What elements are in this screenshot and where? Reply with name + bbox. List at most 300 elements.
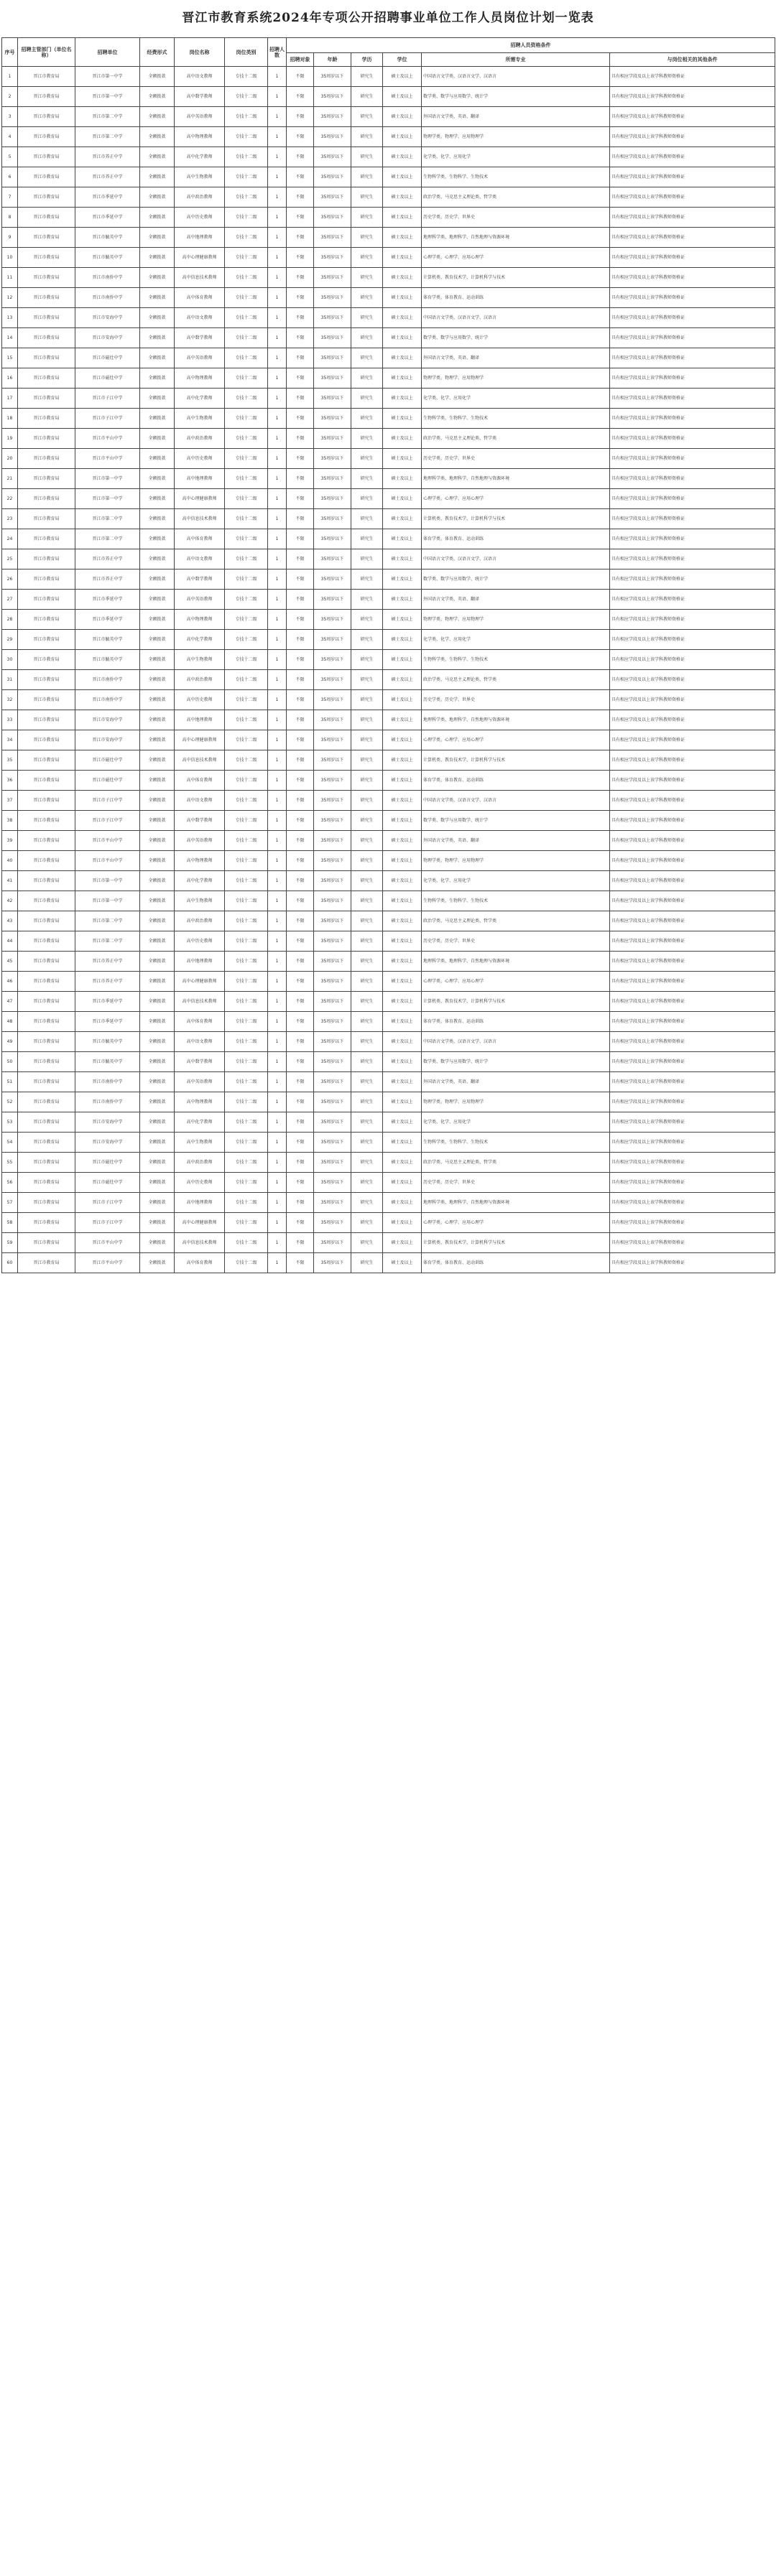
cell-age: 35周岁以下 xyxy=(314,368,351,389)
cell-other: 具有相应学段及以上该学科教师资格证 xyxy=(610,1052,775,1072)
cell-edu: 研究生 xyxy=(351,167,383,187)
cell-no: 37 xyxy=(2,791,18,811)
cell-dept: 晋江市教育局 xyxy=(18,308,75,328)
cell-edu: 研究生 xyxy=(351,871,383,891)
cell-other: 具有相应学段及以上该学科教师资格证 xyxy=(610,1173,775,1193)
cell-no: 2 xyxy=(2,87,18,107)
cell-age: 35周岁以下 xyxy=(314,1253,351,1273)
cell-edu: 研究生 xyxy=(351,208,383,228)
cell-target: 不限 xyxy=(287,147,314,167)
cell-other: 具有相应学段及以上该学科教师资格证 xyxy=(610,1233,775,1253)
cell-edu: 研究生 xyxy=(351,771,383,791)
cell-post-type: 专技十二级 xyxy=(225,1233,268,1253)
cell-major: 生物科学类、生物科学、生物技术 xyxy=(422,891,610,911)
cell-other: 具有相应学段及以上该学科教师资格证 xyxy=(610,791,775,811)
cell-target: 不限 xyxy=(287,630,314,650)
cell-degree: 硕士及以上 xyxy=(383,147,422,167)
cell-post-name: 高中心理健康教师 xyxy=(175,1213,225,1233)
cell-edu: 研究生 xyxy=(351,630,383,650)
cell-unit-type: 全额拨款 xyxy=(140,328,175,348)
cell-target: 不限 xyxy=(287,167,314,187)
cell-no: 28 xyxy=(2,610,18,630)
cell-degree: 硕士及以上 xyxy=(383,409,422,429)
cell-degree: 硕士及以上 xyxy=(383,228,422,248)
cell-post-type: 专技十二级 xyxy=(225,590,268,610)
cell-target: 不限 xyxy=(287,871,314,891)
cell-no: 44 xyxy=(2,931,18,952)
cell-unit: 晋江市南侨中学 xyxy=(75,670,140,690)
cell-other: 具有相应学段及以上该学科教师资格证 xyxy=(610,610,775,630)
cell-unit: 晋江市第一中学 xyxy=(75,891,140,911)
cell-unit: 晋江市第一中学 xyxy=(75,469,140,489)
cell-degree: 硕士及以上 xyxy=(383,590,422,610)
cell-target: 不限 xyxy=(287,509,314,529)
cell-age: 35周岁以下 xyxy=(314,1233,351,1253)
cell-post-name: 高中历史教师 xyxy=(175,449,225,469)
cell-age: 35周岁以下 xyxy=(314,811,351,831)
cell-no: 16 xyxy=(2,368,18,389)
cell-age: 35周岁以下 xyxy=(314,107,351,127)
cell-unit: 晋江市平山中学 xyxy=(75,831,140,851)
cell-other: 具有相应学段及以上该学科教师资格证 xyxy=(610,871,775,891)
cell-no: 59 xyxy=(2,1233,18,1253)
cell-target: 不限 xyxy=(287,87,314,107)
cell-target: 不限 xyxy=(287,931,314,952)
cell-post-type: 专技十二级 xyxy=(225,288,268,308)
cell-count: 1 xyxy=(268,167,287,187)
cell-major: 外国语言文学类、英语、翻译 xyxy=(422,107,610,127)
cell-other: 具有相应学段及以上该学科教师资格证 xyxy=(610,147,775,167)
table-row xyxy=(2,811,775,831)
cell-dept: 晋江市教育局 xyxy=(18,549,75,569)
cell-unit: 晋江市南侨中学 xyxy=(75,268,140,288)
cell-target: 不限 xyxy=(287,851,314,871)
cell-post-type: 专技十二级 xyxy=(225,348,268,368)
cell-post-type: 专技十二级 xyxy=(225,730,268,750)
cell-unit: 晋江市子江中学 xyxy=(75,791,140,811)
cell-edu: 研究生 xyxy=(351,992,383,1012)
cell-no: 20 xyxy=(2,449,18,469)
cell-count: 1 xyxy=(268,147,287,167)
cell-major: 外国语言文学类、英语、翻译 xyxy=(422,1072,610,1092)
cell-target: 不限 xyxy=(287,1153,314,1173)
cell-degree: 硕士及以上 xyxy=(383,1092,422,1112)
cell-post-type: 专技十二级 xyxy=(225,670,268,690)
cell-degree: 硕士及以上 xyxy=(383,610,422,630)
table-row xyxy=(2,730,775,750)
cell-unit: 晋江市第一中学 xyxy=(75,67,140,87)
cell-target: 不限 xyxy=(287,228,314,248)
cell-unit: 晋江市第二中学 xyxy=(75,931,140,952)
table-row xyxy=(2,791,775,811)
cell-no: 17 xyxy=(2,389,18,409)
cell-post-type: 专技十二级 xyxy=(225,1193,268,1213)
cell-age: 35周岁以下 xyxy=(314,509,351,529)
cell-unit-type: 全额拨款 xyxy=(140,127,175,147)
cell-unit-type: 全额拨款 xyxy=(140,1153,175,1173)
cell-target: 不限 xyxy=(287,429,314,449)
cell-degree: 硕士及以上 xyxy=(383,529,422,549)
cell-dept: 晋江市教育局 xyxy=(18,610,75,630)
cell-count: 1 xyxy=(268,1233,287,1253)
cell-age: 35周岁以下 xyxy=(314,228,351,248)
cell-unit: 晋江市养正中学 xyxy=(75,972,140,992)
cell-target: 不限 xyxy=(287,67,314,87)
cell-post-type: 专技十二级 xyxy=(225,449,268,469)
cell-major: 政治学类、马克思主义理论类、哲学类 xyxy=(422,187,610,208)
cell-degree: 硕士及以上 xyxy=(383,368,422,389)
cell-age: 35周岁以下 xyxy=(314,127,351,147)
cell-count: 1 xyxy=(268,1193,287,1213)
cell-no: 7 xyxy=(2,187,18,208)
cell-other: 具有相应学段及以上该学科教师资格证 xyxy=(610,1072,775,1092)
cell-no: 34 xyxy=(2,730,18,750)
cell-other: 具有相应学段及以上该学科教师资格证 xyxy=(610,992,775,1012)
cell-post-name: 高中生物教师 xyxy=(175,891,225,911)
cell-target: 不限 xyxy=(287,308,314,328)
cell-count: 1 xyxy=(268,771,287,791)
table-row xyxy=(2,228,775,248)
cell-no: 49 xyxy=(2,1032,18,1052)
cell-major: 计算机类、教育技术学、计算机科学与技术 xyxy=(422,992,610,1012)
cell-post-name: 高中政治教师 xyxy=(175,911,225,931)
header-age: 年龄 xyxy=(314,53,351,67)
cell-dept: 晋江市教育局 xyxy=(18,992,75,1012)
cell-unit: 晋江市养正中学 xyxy=(75,549,140,569)
cell-major: 计算机类、教育技术学、计算机科学与技术 xyxy=(422,1233,610,1253)
table-row xyxy=(2,650,775,670)
cell-other: 具有相应学段及以上该学科教师资格证 xyxy=(610,127,775,147)
cell-count: 1 xyxy=(268,1072,287,1092)
cell-degree: 硕士及以上 xyxy=(383,670,422,690)
cell-unit: 晋江市毓英中学 xyxy=(75,630,140,650)
cell-no: 1 xyxy=(2,67,18,87)
cell-other: 具有相应学段及以上该学科教师资格证 xyxy=(610,569,775,590)
table-row xyxy=(2,1112,775,1133)
table-row xyxy=(2,167,775,187)
cell-age: 35周岁以下 xyxy=(314,690,351,710)
cell-unit: 晋江市毓英中学 xyxy=(75,1032,140,1052)
cell-other: 具有相应学段及以上该学科教师资格证 xyxy=(610,1193,775,1213)
cell-age: 35周岁以下 xyxy=(314,167,351,187)
cell-post-type: 专技十二级 xyxy=(225,1253,268,1273)
cell-count: 1 xyxy=(268,248,287,268)
cell-no: 25 xyxy=(2,549,18,569)
cell-count: 1 xyxy=(268,730,287,750)
cell-target: 不限 xyxy=(287,1253,314,1273)
table-row xyxy=(2,911,775,931)
cell-edu: 研究生 xyxy=(351,268,383,288)
cell-post-type: 专技十二级 xyxy=(225,87,268,107)
cell-no: 27 xyxy=(2,590,18,610)
cell-edu: 研究生 xyxy=(351,952,383,972)
cell-unit: 晋江市南侨中学 xyxy=(75,1072,140,1092)
cell-target: 不限 xyxy=(287,1173,314,1193)
cell-target: 不限 xyxy=(287,268,314,288)
cell-other: 具有相应学段及以上该学科教师资格证 xyxy=(610,348,775,368)
cell-age: 35周岁以下 xyxy=(314,187,351,208)
cell-post-name: 高中语文教师 xyxy=(175,791,225,811)
cell-unit: 晋江市毓英中学 xyxy=(75,1052,140,1072)
cell-dept: 晋江市教育局 xyxy=(18,489,75,509)
cell-post-name: 高中体育教师 xyxy=(175,771,225,791)
cell-edu: 研究生 xyxy=(351,1032,383,1052)
cell-major: 物理学类、物理学、应用物理学 xyxy=(422,851,610,871)
cell-major: 历史学类、历史学、世界史 xyxy=(422,931,610,952)
cell-unit-type: 全额拨款 xyxy=(140,429,175,449)
cell-other: 具有相应学段及以上该学科教师资格证 xyxy=(610,187,775,208)
cell-edu: 研究生 xyxy=(351,1173,383,1193)
cell-edu: 研究生 xyxy=(351,67,383,87)
cell-post-type: 专技十二级 xyxy=(225,549,268,569)
cell-other: 具有相应学段及以上该学科教师资格证 xyxy=(610,509,775,529)
cell-edu: 研究生 xyxy=(351,469,383,489)
cell-post-name: 高中体育教师 xyxy=(175,529,225,549)
cell-unit: 晋江市养正中学 xyxy=(75,167,140,187)
header-post-type: 岗位类别 xyxy=(225,38,268,67)
cell-age: 35周岁以下 xyxy=(314,67,351,87)
cell-unit: 晋江市养正中学 xyxy=(75,569,140,590)
cell-unit-type: 全额拨款 xyxy=(140,610,175,630)
cell-no: 45 xyxy=(2,952,18,972)
cell-degree: 硕士及以上 xyxy=(383,1052,422,1072)
cell-major: 历史学类、历史学、世界史 xyxy=(422,1173,610,1193)
cell-no: 33 xyxy=(2,710,18,730)
cell-count: 1 xyxy=(268,1213,287,1233)
cell-post-name: 高中化学教师 xyxy=(175,389,225,409)
cell-edu: 研究生 xyxy=(351,1153,383,1173)
cell-unit: 晋江市第一中学 xyxy=(75,87,140,107)
cell-post-type: 专技十二级 xyxy=(225,67,268,87)
cell-major: 心理学类、心理学、应用心理学 xyxy=(422,1213,610,1233)
cell-age: 35周岁以下 xyxy=(314,1153,351,1173)
recruitment-table xyxy=(1,37,775,1273)
cell-major: 生物科学类、生物科学、生物技术 xyxy=(422,1133,610,1153)
cell-edu: 研究生 xyxy=(351,931,383,952)
cell-major: 体育学类、体育教育、运动训练 xyxy=(422,529,610,549)
cell-other: 具有相应学段及以上该学科教师资格证 xyxy=(610,730,775,750)
cell-major: 外国语言文学类、英语、翻译 xyxy=(422,348,610,368)
cell-other: 具有相应学段及以上该学科教师资格证 xyxy=(610,429,775,449)
cell-degree: 硕士及以上 xyxy=(383,1253,422,1273)
table-row xyxy=(2,931,775,952)
header-no: 序号 xyxy=(2,38,18,67)
cell-major: 中国语言文学类、汉语言文学、汉语言 xyxy=(422,1032,610,1052)
cell-post-name: 高中地理教师 xyxy=(175,952,225,972)
cell-post-name: 高中政治教师 xyxy=(175,670,225,690)
cell-age: 35周岁以下 xyxy=(314,670,351,690)
cell-other: 具有相应学段及以上该学科教师资格证 xyxy=(610,630,775,650)
cell-unit-type: 全额拨款 xyxy=(140,187,175,208)
cell-unit: 晋江市平山中学 xyxy=(75,851,140,871)
cell-no: 3 xyxy=(2,107,18,127)
cell-unit-type: 全额拨款 xyxy=(140,1092,175,1112)
cell-edu: 研究生 xyxy=(351,911,383,931)
cell-post-name: 高中化学教师 xyxy=(175,871,225,891)
cell-count: 1 xyxy=(268,911,287,931)
cell-target: 不限 xyxy=(287,590,314,610)
cell-unit: 晋江市磁灶中学 xyxy=(75,368,140,389)
cell-edu: 研究生 xyxy=(351,248,383,268)
header-unit-type: 经费形式 xyxy=(140,38,175,67)
cell-unit-type: 全额拨款 xyxy=(140,308,175,328)
cell-no: 14 xyxy=(2,328,18,348)
cell-post-type: 专技十二级 xyxy=(225,1153,268,1173)
cell-major: 数学类、数学与应用数学、统计学 xyxy=(422,1052,610,1072)
header-conditions: 招聘人员资格条件 xyxy=(287,38,775,53)
cell-edu: 研究生 xyxy=(351,851,383,871)
cell-age: 35周岁以下 xyxy=(314,972,351,992)
cell-unit: 晋江市第一中学 xyxy=(75,489,140,509)
cell-count: 1 xyxy=(268,107,287,127)
cell-degree: 硕士及以上 xyxy=(383,107,422,127)
table-row xyxy=(2,610,775,630)
cell-no: 41 xyxy=(2,871,18,891)
cell-target: 不限 xyxy=(287,127,314,147)
table-row xyxy=(2,208,775,228)
cell-post-name: 高中生物教师 xyxy=(175,650,225,670)
cell-count: 1 xyxy=(268,1052,287,1072)
cell-count: 1 xyxy=(268,811,287,831)
cell-degree: 硕士及以上 xyxy=(383,891,422,911)
cell-no: 21 xyxy=(2,469,18,489)
cell-dept: 晋江市教育局 xyxy=(18,509,75,529)
cell-age: 35周岁以下 xyxy=(314,1193,351,1213)
cell-other: 具有相应学段及以上该学科教师资格证 xyxy=(610,248,775,268)
cell-post-type: 专技十二级 xyxy=(225,1092,268,1112)
cell-degree: 硕士及以上 xyxy=(383,208,422,228)
cell-dept: 晋江市教育局 xyxy=(18,429,75,449)
cell-degree: 硕士及以上 xyxy=(383,1213,422,1233)
cell-target: 不限 xyxy=(287,610,314,630)
cell-no: 52 xyxy=(2,1092,18,1112)
cell-degree: 硕士及以上 xyxy=(383,992,422,1012)
cell-count: 1 xyxy=(268,449,287,469)
cell-edu: 研究生 xyxy=(351,1112,383,1133)
table-row xyxy=(2,952,775,972)
cell-count: 1 xyxy=(268,952,287,972)
table-row xyxy=(2,1153,775,1173)
cell-no: 23 xyxy=(2,509,18,529)
cell-post-type: 专技十二级 xyxy=(225,1133,268,1153)
cell-post-type: 专技十二级 xyxy=(225,931,268,952)
cell-post-type: 专技十二级 xyxy=(225,429,268,449)
cell-unit-type: 全额拨款 xyxy=(140,87,175,107)
cell-edu: 研究生 xyxy=(351,529,383,549)
cell-degree: 硕士及以上 xyxy=(383,1173,422,1193)
cell-degree: 硕士及以上 xyxy=(383,328,422,348)
cell-degree: 硕士及以上 xyxy=(383,630,422,650)
cell-degree: 硕士及以上 xyxy=(383,831,422,851)
cell-unit-type: 全额拨款 xyxy=(140,931,175,952)
cell-no: 12 xyxy=(2,288,18,308)
cell-degree: 硕士及以上 xyxy=(383,1233,422,1253)
cell-age: 35周岁以下 xyxy=(314,409,351,429)
cell-major: 地理科学类、地理科学、自然地理与资源环境 xyxy=(422,469,610,489)
cell-degree: 硕士及以上 xyxy=(383,509,422,529)
cell-age: 35周岁以下 xyxy=(314,831,351,851)
cell-age: 35周岁以下 xyxy=(314,750,351,771)
cell-other: 具有相应学段及以上该学科教师资格证 xyxy=(610,228,775,248)
cell-unit: 晋江市季延中学 xyxy=(75,187,140,208)
table-row xyxy=(2,549,775,569)
cell-no: 19 xyxy=(2,429,18,449)
cell-unit: 晋江市第一中学 xyxy=(75,871,140,891)
cell-unit-type: 全额拨款 xyxy=(140,1012,175,1032)
table-row xyxy=(2,489,775,509)
cell-unit: 晋江市第二中学 xyxy=(75,127,140,147)
cell-unit: 晋江市第二中学 xyxy=(75,107,140,127)
cell-target: 不限 xyxy=(287,328,314,348)
cell-unit-type: 全额拨款 xyxy=(140,549,175,569)
cell-other: 具有相应学段及以上该学科教师资格证 xyxy=(610,831,775,851)
cell-unit-type: 全额拨款 xyxy=(140,569,175,590)
cell-dept: 晋江市教育局 xyxy=(18,529,75,549)
cell-dept: 晋江市教育局 xyxy=(18,851,75,871)
cell-post-type: 专技十二级 xyxy=(225,911,268,931)
cell-post-type: 专技十二级 xyxy=(225,228,268,248)
cell-target: 不限 xyxy=(287,690,314,710)
cell-post-type: 专技十二级 xyxy=(225,690,268,710)
cell-post-type: 专技十二级 xyxy=(225,187,268,208)
cell-age: 35周岁以下 xyxy=(314,248,351,268)
cell-no: 29 xyxy=(2,630,18,650)
cell-post-name: 高中地理教师 xyxy=(175,710,225,730)
cell-age: 35周岁以下 xyxy=(314,992,351,1012)
cell-no: 55 xyxy=(2,1153,18,1173)
cell-post-type: 专技十二级 xyxy=(225,469,268,489)
cell-major: 政治学类、马克思主义理论类、哲学类 xyxy=(422,429,610,449)
cell-dept: 晋江市教育局 xyxy=(18,891,75,911)
cell-degree: 硕士及以上 xyxy=(383,469,422,489)
table-row xyxy=(2,368,775,389)
cell-post-name: 高中信息技术教师 xyxy=(175,1233,225,1253)
table-row xyxy=(2,328,775,348)
cell-other: 具有相应学段及以上该学科教师资格证 xyxy=(610,771,775,791)
cell-target: 不限 xyxy=(287,650,314,670)
cell-degree: 硕士及以上 xyxy=(383,569,422,590)
cell-major: 中国语言文学类、汉语言文学、汉语言 xyxy=(422,308,610,328)
cell-other: 具有相应学段及以上该学科教师资格证 xyxy=(610,972,775,992)
cell-no: 18 xyxy=(2,409,18,429)
cell-post-name: 高中语文教师 xyxy=(175,549,225,569)
table-row xyxy=(2,1173,775,1193)
cell-major: 生物科学类、生物科学、生物技术 xyxy=(422,167,610,187)
cell-post-type: 专技十二级 xyxy=(225,1012,268,1032)
cell-edu: 研究生 xyxy=(351,650,383,670)
header-count: 招聘人数 xyxy=(268,38,287,67)
cell-unit: 晋江市第二中学 xyxy=(75,509,140,529)
cell-dept: 晋江市教育局 xyxy=(18,268,75,288)
cell-age: 35周岁以下 xyxy=(314,1213,351,1233)
table-row xyxy=(2,469,775,489)
cell-edu: 研究生 xyxy=(351,489,383,509)
cell-unit-type: 全额拨款 xyxy=(140,811,175,831)
cell-other: 具有相应学段及以上该学科教师资格证 xyxy=(610,449,775,469)
cell-count: 1 xyxy=(268,630,287,650)
cell-post-name: 高中信息技术教师 xyxy=(175,992,225,1012)
cell-edu: 研究生 xyxy=(351,147,383,167)
table-row xyxy=(2,972,775,992)
cell-degree: 硕士及以上 xyxy=(383,1133,422,1153)
cell-post-name: 高中英语教师 xyxy=(175,1072,225,1092)
cell-dept: 晋江市教育局 xyxy=(18,670,75,690)
cell-major: 地理科学类、地理科学、自然地理与资源环境 xyxy=(422,228,610,248)
cell-other: 具有相应学段及以上该学科教师资格证 xyxy=(610,710,775,730)
cell-unit: 晋江市平山中学 xyxy=(75,449,140,469)
cell-target: 不限 xyxy=(287,1092,314,1112)
cell-major: 物理学类、物理学、应用物理学 xyxy=(422,127,610,147)
